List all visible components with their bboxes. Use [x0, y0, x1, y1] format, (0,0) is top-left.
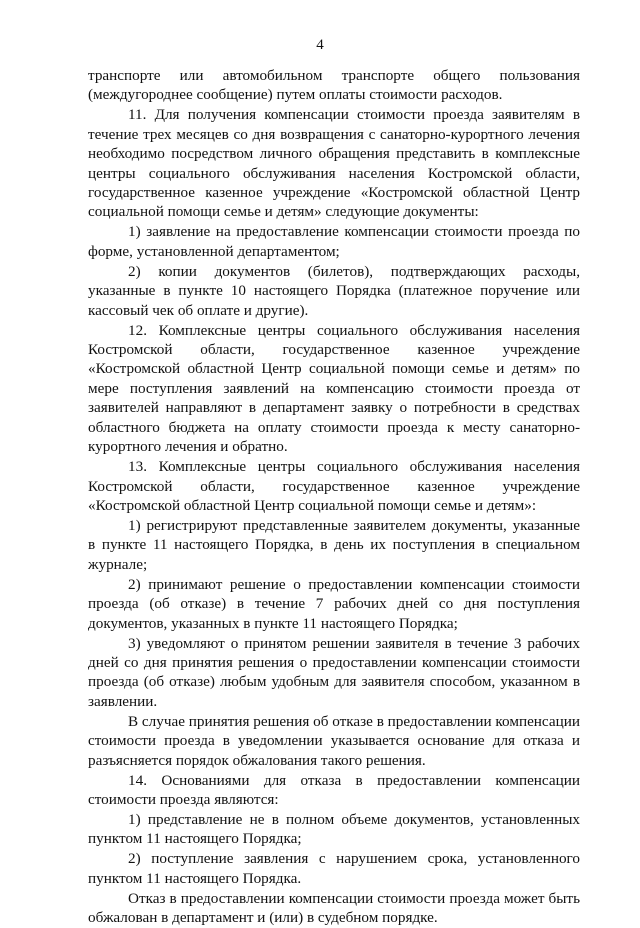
paragraph-13-item-3: 3) уведомляют о принятом решении заявителя в течение 3 рабочих дней со дня принятия решения о предоставлении компенсации стоимости проезда (об отказе) любым удобным для заявителя способом, указанном в заявлении.: [88, 634, 580, 710]
paragraph-continuation: транспорте или автомобильном транспорте общего пользования (междугороднее сообщение) путем оплаты стоимости расходов.: [88, 67, 580, 104]
paragraph-14: 14. Основаниями для отказа в предоставлении компенсации стоимости проезда являются:: [88, 771, 580, 808]
page-number: 4: [316, 37, 324, 53]
paragraph-12: 12. Комплексные центры социального обслуживания населения Костромской области, государственное казенное учреждение «Костромской областной Центр социальной помощи семье и детям» по мере поступления заявлений на компенсацию стоимости проезда от заявителей направляют в департамент заявку о потребности в средствах областного бюджета на оплату стоимости проезда к месту санаторно-курортного лечения и обратно.: [88, 321, 580, 456]
paragraph-13-item-1: 1) регистрируют представленные заявителем документы, указанные в пункте 11 настоящего Порядка, в день их поступления в специальном журнале;: [88, 516, 580, 573]
paragraph-11-item-2: 2) копии документов (билетов), подтверждающих расходы, указанные в пункте 10 настоящего Порядка (платежное поручение или кассовый чек об оплате и другие).: [88, 262, 580, 319]
document-body: [88, 66, 580, 928]
paragraph-appeal: Отказ в предоставлении компенсации стоимости проезда может быть обжалован в департамент и (или) в судебном порядке.: [88, 889, 580, 927]
paragraph-refusal-notice: В случае принятия решения об отказе в предоставлении компенсации стоимости проезда в уведомлении указывается основание для отказа и разъясняется порядок обжалования такого решения.: [88, 712, 580, 769]
paragraph-14-item-1: 1) представление не в полном объеме документов, установленных пунктом 11 настоящего Порядка;: [88, 810, 580, 848]
paragraph-11-item-1: 1) заявление на предоставление компенсации стоимости проезда по форме, установленной департаментом;: [88, 223, 580, 260]
paragraph-14-item-2: 2) поступление заявления с нарушением срока, установленного пунктом 11 настоящего Порядка.: [88, 850, 580, 887]
paragraph-13-item-2: 2) принимают решение о предоставлении компенсации стоимости проезда (об отказе) в течение 7 рабочих дней со дня поступления документов, указанных в пункте 11 настоящего Порядка;: [88, 575, 580, 632]
paragraph-13: 13. Комплексные центры социального обслуживания населения Костромской области, государственное казенное учреждение «Костромской областной Центр социальной помощи семье и детям»:: [88, 458, 580, 514]
paragraph-11: 11. Для получения компенсации стоимости проезда заявителям в течение трех месяцев со дня возвращения с санаторно-курортного лечения необходимо посредством личного обращения представить в комплексные центры социального обслуживания населения Костромской области, государственное казенное учреждение «Костромской областной Центр социальной помощи семье и детям» следующие документы:: [88, 106, 580, 221]
